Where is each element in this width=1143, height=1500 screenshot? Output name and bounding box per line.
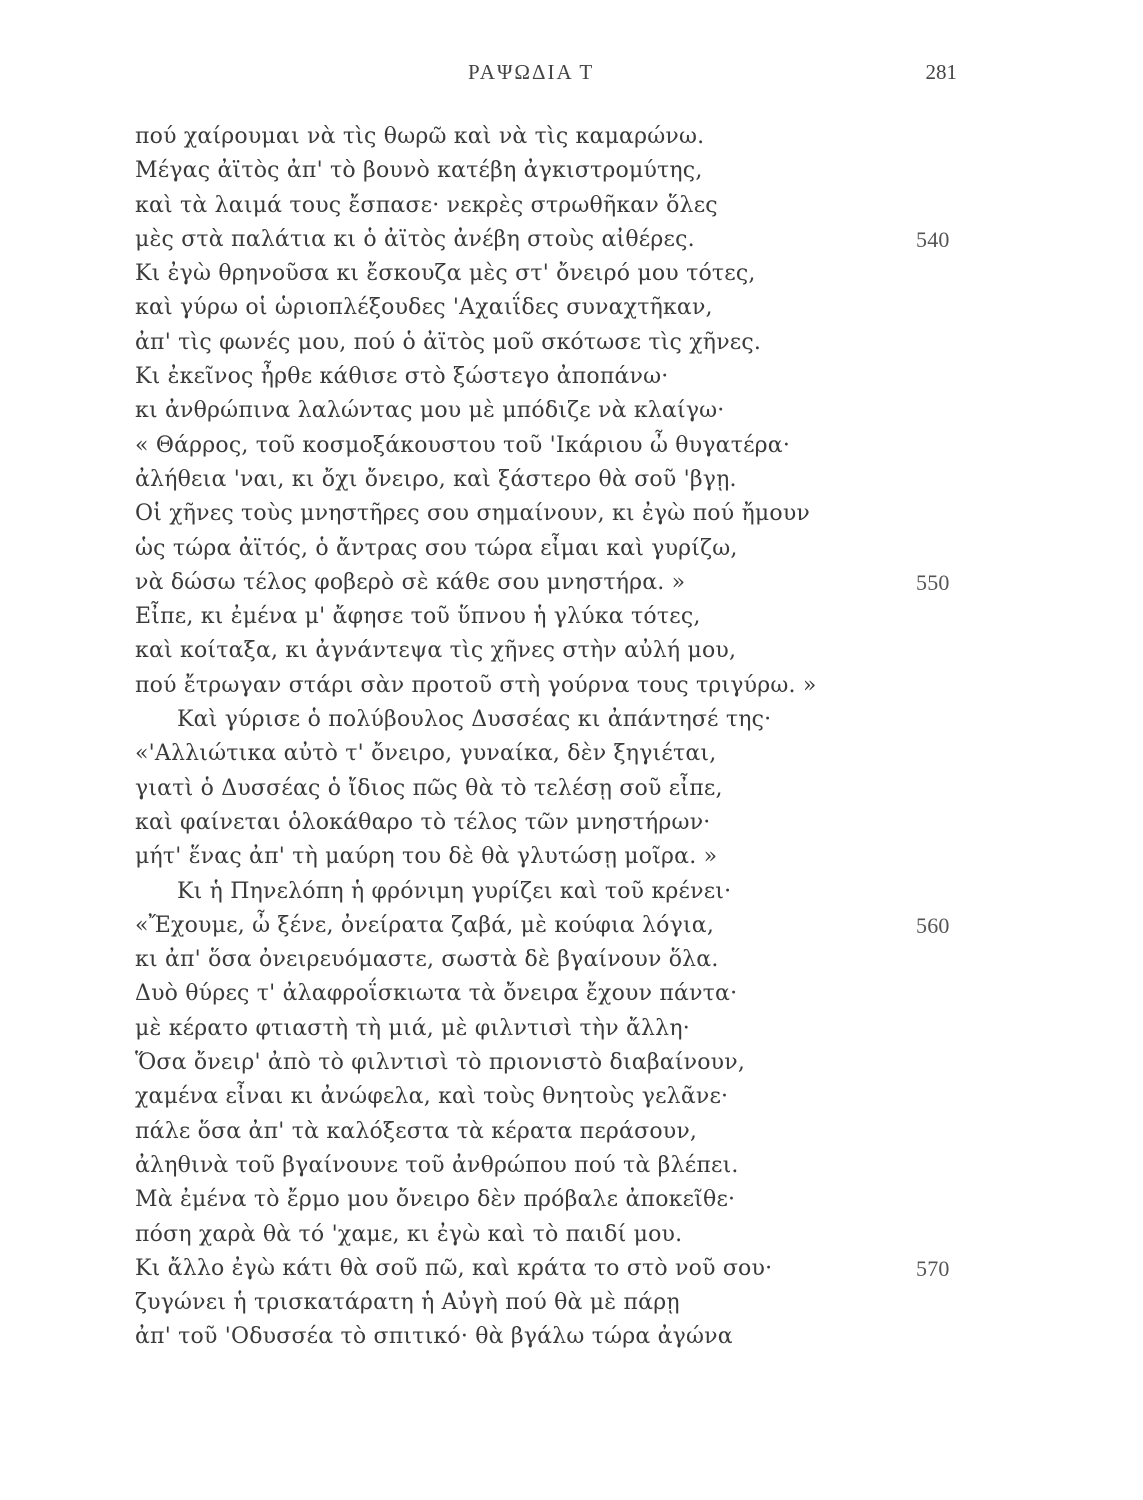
verse-line [135,463,985,497]
verse-line [135,875,985,909]
verse-line [135,909,985,943]
verse-line [135,669,985,703]
verse-text: Δυὸ θύρες τ' ἀλαφροΐσκιωτα τὰ ὄνειρα ἔχουν πάντα· [135,981,738,1007]
verse-line [135,154,985,188]
poem-body [135,120,985,1355]
verse-text: Οἱ χῆνες τοὺς μνηστῆρες σου σημαίνουν, κι ἐγὼ πού ἤμουν [135,501,810,527]
verse-line [135,1080,985,1114]
verse-line [135,257,985,291]
verse-line [135,1115,985,1149]
verse-text: ζυγώνει ἡ τρισκατάρατη ἡ Αὐγὴ πού θὰ μὲ πάρῃ [135,1290,680,1316]
verse-text: « Θάρρος, τοῦ κοσμοξάκουστου τοῦ 'Ικάριου ὦ θυγατέρα· [135,432,791,458]
verse-text: ἀλήθεια 'ναι, κι ὄχι ὄνειρο, καὶ ξάστερο θὰ σοῦ 'βγῃ. [135,466,737,492]
verse-line [135,1149,985,1183]
verse-text: Ὅσα ὄνειρ' ἀπὸ τὸ φιλντισὶ τὸ πριονιστὸ διαβαίνουν, [135,1050,746,1076]
verse-line [135,189,985,223]
verse-text: Κι ἡ Πηνελόπη ἡ φρόνιμη γυρίζει καὶ τοῦ κρένει· [177,878,732,904]
verse-text: πού χαίρουμαι νὰ τὶς θωρῶ καὶ νὰ τὶς καμαρώνω. [135,124,705,149]
verse-text: καὶ γύρω οἱ ὡριοπλέξουδες 'Αχαιΐδες συναχτῆκαν, [135,295,713,321]
verse-line [135,943,985,977]
verse-text: μὲ κέρατο φτιαστὴ τὴ μιά, μὲ φιλντισὶ τὴν ἄλλη· [135,1015,690,1041]
verse-text: Κι ἄλλο ἐγὼ κάτι θὰ σοῦ πῶ, καὶ κράτα το στὸ νοῦ σου· [135,1255,773,1281]
verse-text: κι ἀνθρώπινα λαλώντας μου μὲ μπόδιζε νὰ κλαίγω· [135,398,725,424]
verse-text: γιατὶ ὁ Δυσσέας ὁ ἴδιος πῶς θὰ τὸ τελέσῃ σοῦ εἶπε, [135,775,723,801]
verse-text: Μὰ ἐμένα τὸ ἔρμο μου ὄνειρο δὲν πρόβαλε ἀποκεῖθε· [135,1187,736,1213]
verse-text: Μέγας ἀϊτὸς ἀπ' τὸ βουνὸ κατέβη ἀγκιστρομύτης, [135,158,703,184]
verse-line [135,291,985,325]
verse-text: Καὶ γύρισε ὁ πολύβουλος Δυσσέας κι ἀπάντησέ της· [177,707,772,733]
page-header [0,58,1143,92]
verse-line [135,497,985,531]
verse-line [135,360,985,394]
verse-line [135,703,985,737]
verse-text: ὡς τώρα ἀϊτός, ὁ ἄντρας σου τώρα εἶμαι καὶ γυρίζω, [135,535,738,561]
verse-line [135,977,985,1011]
verse-line [135,1012,985,1046]
verse-line [135,532,985,566]
verse-text: μὲς στὰ παλάτια κι ὁ ἀϊτὸς ἀνέβη στοὺς αἰθέρες. [135,226,695,252]
verse-line [135,772,985,806]
verse-line [135,223,985,257]
verse-text: Κι ἐγὼ θρηνοῦσα κι ἔσκουζα μὲς στ' ὄνειρό μου τότες, [135,261,756,287]
verse-line [135,634,985,668]
verse-line [135,394,985,428]
verse-line [135,1046,985,1080]
verse-line [135,1320,985,1354]
verse-text: καὶ κοίταξα, κι ἀγνάντεψα τὶς χῆνες στὴν αὐλή μου, [135,638,737,664]
running-title: ΡΑΨΩΔΙΑ Τ [468,60,595,84]
verse-text: μήτ' ἕνας ἀπ' τὴ μαύρη του δὲ θὰ γλυτώσῃ μοῖρα. » [135,844,718,870]
verse-line [135,600,985,634]
verse-line [135,1183,985,1217]
verse-line [135,1286,985,1320]
line-number: 570 [916,1255,950,1281]
page-number: 281 [925,60,957,84]
verse-text: ἀπ' τὶς φωνές μου, πού ὁ ἀϊτὸς μοῦ σκότωσε τὶς χῆνες. [135,329,762,355]
verse-text: «Ἔχουμε, ὦ ξένε, ὀνείρατα ζαβά, μὲ κούφια λόγια, [135,912,715,938]
verse-line [135,566,985,600]
line-number: 540 [916,226,950,252]
verse-text: πού ἔτρωγαν στάρι σὰν προτοῦ στὴ γούρνα τους τριγύρω. » [135,672,817,698]
verse-text: «'Αλλιώτικα αὐτὸ τ' ὄνειρο, γυναίκα, δὲν ξηγιέται, [135,741,717,767]
verse-text: ἀπ' τοῦ 'Οδυσσέα τὸ σπιτικό· θὰ βγάλω τώρα ἀγώνα [135,1324,733,1350]
verse-text: νὰ δώσω τέλος φοβερὸ σὲ κάθε σου μνηστήρα. » [135,569,686,595]
line-number: 550 [916,569,950,595]
verse-line [135,1252,985,1286]
verse-line [135,429,985,463]
verse-text: Κι ἐκεῖνος ἦρθε κάθισε στὸ ξώστεγο ἀποπάνω· [135,364,669,390]
verse-line [135,806,985,840]
verse-text: καὶ τὰ λαιμά τους ἔσπασε· νεκρὲς στρωθῆκαν ὅλες [135,192,718,218]
verse-line [135,1218,985,1252]
line-number: 560 [916,912,950,938]
verse-line [135,840,985,874]
verse-text: καὶ φαίνεται ὁλοκάθαρο τὸ τέλος τῶν μνηστήρων· [135,809,711,835]
verse-text: ἀληθινὰ τοῦ βγαίνουνε τοῦ ἀνθρώπου πού τὰ βλέπει. [135,1152,739,1178]
verse-line [135,326,985,360]
verse-text: κι ἀπ' ὅσα ὀνειρευόμαστε, σωστὰ δὲ βγαίνουν ὅλα. [135,947,719,973]
verse-text: πάλε ὅσα ἀπ' τὰ καλόξεστα τὰ κέρατα περάσουν, [135,1118,698,1144]
verse-line [135,737,985,771]
verse-text: πόση χαρὰ θὰ τό 'χαμε, κι ἐγὼ καὶ τὸ παιδί μου. [135,1221,683,1247]
verse-text: Εἶπε, κι ἐμένα μ' ἄφησε τοῦ ὕπνου ἡ γλύκα τότες, [135,604,701,630]
verse-text: χαμένα εἶναι κι ἀνώφελα, καὶ τοὺς θνητοὺς γελᾶνε· [135,1084,729,1110]
verse-line [135,120,985,154]
